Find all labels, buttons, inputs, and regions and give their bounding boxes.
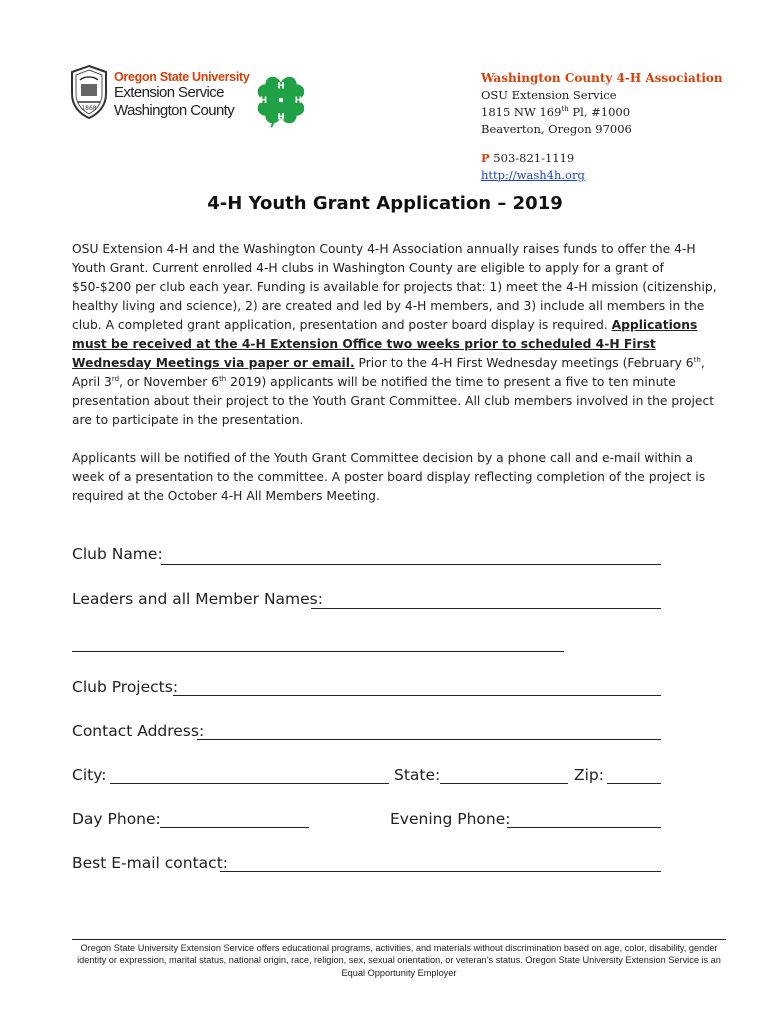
svg-text:H: H [294,95,303,106]
notification-paragraph: Applicants will be notified of the Youth Grant Committee decision by a phone call and e-mail within a week of a presentation to the committee. A poster board display reflecting completion of the project is required at the October 4-H All Members Meeting. [72,451,706,503]
evening-phone-field[interactable] [507,827,661,828]
leaders-label: Leaders and all Member Names: [72,590,323,608]
street-address: 1815 NW 169th Pl, #1000 [481,105,631,119]
zip-label: Zip: [574,766,604,784]
club-projects-field[interactable] [173,695,661,696]
4h-clover-icon [250,68,312,132]
osu-extension-logo [68,64,248,126]
club-name-label: Club Name: [72,545,163,563]
seal-year: 1868 [81,105,97,112]
club-name-field[interactable] [161,564,661,565]
svg-text:H: H [277,81,285,92]
address-block [481,70,723,184]
evening-phone-label: Evening Phone: [390,810,511,828]
osu-name: Oregon State University [114,70,250,84]
phone-line [481,150,723,167]
club-projects-label: Club Projects: [72,678,179,696]
zip-field[interactable] [607,783,661,784]
city-label: City: [72,766,107,784]
svg-text:H: H [259,95,268,106]
email-field[interactable] [220,871,661,872]
association-name: Washington County 4-H Association [481,71,723,85]
website-link[interactable]: http://wash4h.org [481,168,585,182]
email-label: Best E-mail contact: [72,854,228,872]
leaders-field-continued[interactable] [72,651,564,652]
intro-paragraph: OSU Extension 4-H and the Washington County 4-H Association annually raises funds to offer the 4-H Youth Grant. Current enrolled 4-H clubs in Washington County are eligible to apply for a grant of $50-$200 per club each year. Funding is available for projects that: 1) meet the 4-H mission (citizenship, healthy living and science), 2) are created and led by 4-H members, and 3) include all members in the club. A completed grant application, presentation and poster board display is required. Applications must be received at the 4-H Extension Office two weeks prior to scheduled 4-H First Wednesday Meetings via paper or email. Prior to the 4-H First Wednesday meetings (February 6th, April 3rd, or November 6th 2019) applicants will be notified the time to present a five to ten minute presentation about their project to the Youth Grant Committee. All club members involved in the project are to participate in the presentation. [72,242,717,427]
page-title: 4-H Youth Grant Application – 2019 [207,193,563,214]
osu-seal-icon [68,64,110,120]
day-phone-label: Day Phone: [72,810,161,828]
leaders-field[interactable] [311,608,661,609]
nondiscrimination-footer: Oregon State University Extension Service offers educational programs, activities, and materials without discrimination based on age, color, disability, gender identity or expression, marital status, national origin, race, religion, sex, sexual orientation, or veteran’s status. Oregon State University Extension Service is an Equal Opportunity Employer [77,943,721,978]
phone-prefix: P [481,151,490,165]
osu-washington-county: Washington County [114,102,235,119]
footer-divider [72,939,726,940]
city-field[interactable] [110,783,389,784]
contact-address-field[interactable] [197,739,661,740]
state-label: State: [394,766,441,784]
contact-address-label: Contact Address: [72,722,205,740]
office-name: OSU Extension Service [481,88,617,102]
state-field[interactable] [440,783,568,784]
osu-extension-service: Extension Service [114,84,224,101]
day-phone-field[interactable] [160,827,309,828]
svg-text:H: H [277,112,285,123]
phone-number: 503-821-1119 [489,151,575,165]
city-state-zip: Beaverton, Oregon 97006 [481,122,632,136]
deadline-emphasis: Applications must be received at the 4-H Extension Office two weeks prior to scheduled 4-H First Wednesday Meetings via paper or email. [72,318,698,370]
